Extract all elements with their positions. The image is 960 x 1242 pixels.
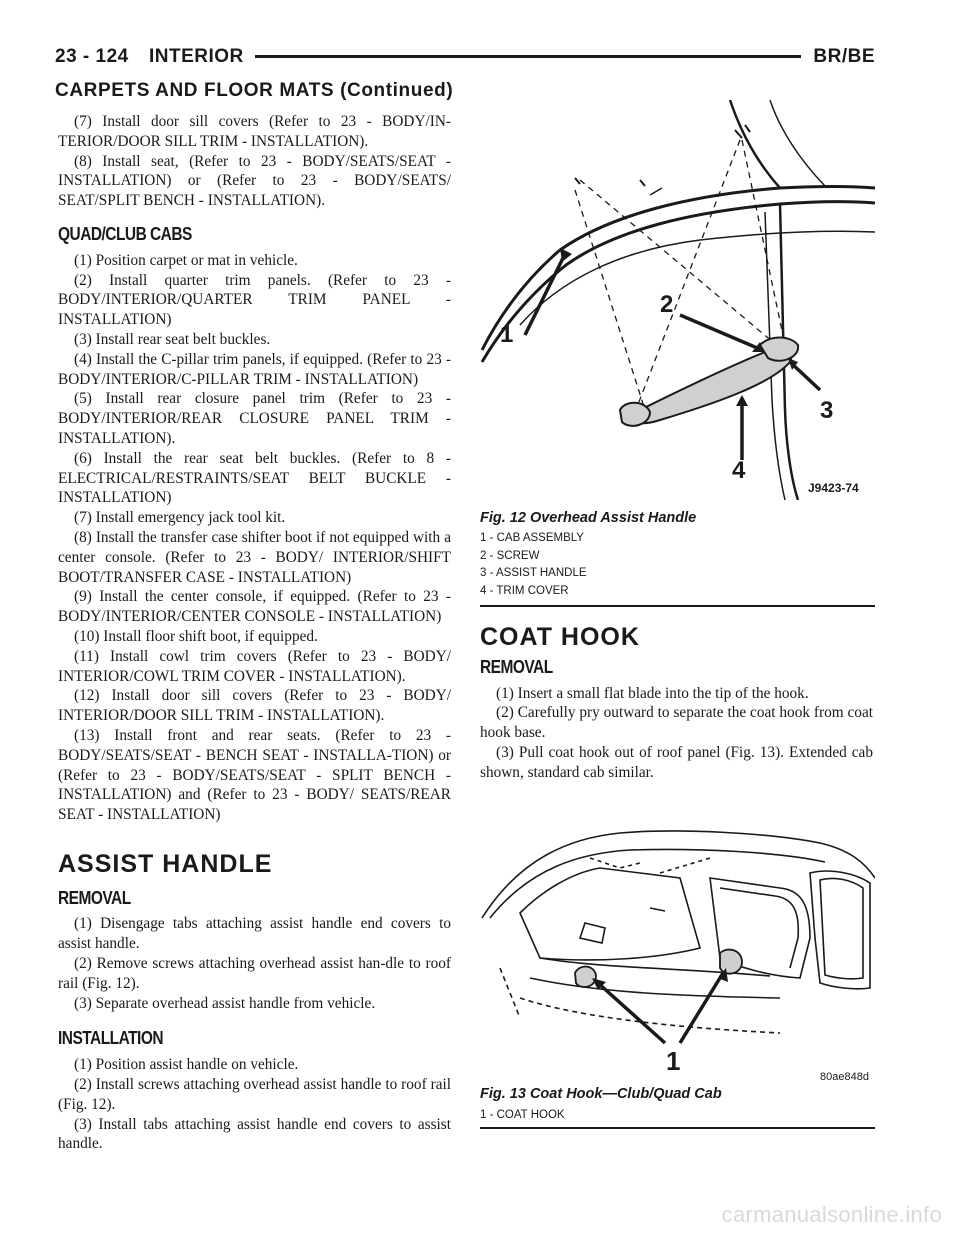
figure-caption: Fig. 13 Coat Hook—Club/Quad Cab bbox=[480, 1086, 722, 1102]
callout-1: 1 bbox=[500, 321, 514, 348]
step: (3) Install rear seat belt buckles. bbox=[74, 330, 271, 348]
step: (2) Remove screws attaching overhead assist han-dle to roof rail (Fig. 12). bbox=[58, 955, 451, 992]
callout-3: 3 bbox=[820, 397, 834, 424]
left-column bbox=[58, 112, 451, 1154]
step: (2) Install screws attaching overhead assist handle to roof rail (Fig. 12). bbox=[58, 1076, 451, 1113]
step: (5) Install rear closure panel trim (Refer to 23 - BODY/INTERIOR/REAR CLOSURE PANEL TRIM - INSTALLATION). bbox=[58, 390, 451, 447]
step: (1) Position carpet or mat in vehicle. bbox=[74, 251, 298, 269]
step: (10) Install floor shift boot, if equipped. bbox=[74, 627, 318, 645]
step: (1) Position assist handle on vehicle. bbox=[74, 1056, 299, 1074]
step: (1) Disengage tabs attaching assist handle end covers to assist handle. bbox=[58, 915, 451, 953]
leader-arrow bbox=[736, 395, 748, 406]
legend-item: 4 - TRIM COVER bbox=[480, 584, 569, 597]
step: (7) Install emergency jack tool kit. bbox=[74, 509, 286, 527]
leader-arrow bbox=[560, 248, 572, 262]
continued-heading: CARPETS AND FLOOR MATS (Continued) bbox=[55, 80, 454, 101]
coat-hook-title: COAT HOOK bbox=[480, 623, 640, 651]
figure-rule bbox=[480, 1127, 875, 1129]
step: (11) Install cowl trim covers (Refer to 23 - BODY/ INTERIOR/COWL TRIM COVER - INSTALLATION). bbox=[58, 647, 451, 685]
quad-club-heading: QUAD/CLUB CABS bbox=[58, 223, 192, 244]
legend-item: 1 - CAB ASSEMBLY bbox=[480, 532, 584, 544]
figure-legend bbox=[480, 1107, 565, 1125]
assist-handle-title: ASSIST HANDLE bbox=[58, 849, 273, 878]
figure-12 bbox=[480, 100, 875, 620]
callout-2: 2 bbox=[660, 291, 674, 318]
callout-4: 4 bbox=[732, 457, 746, 484]
step: (3) Install tabs attaching assist handle end covers to assist handle. bbox=[58, 1115, 451, 1153]
legend-item: 2 - SCREW bbox=[480, 549, 540, 562]
step: (8) Install the transfer case shifter boot if not equipped with a center console. (Refer to 23 - BODY/ INTERIOR/SHIFT BOOT/TRANSFER CASE - INSTALLATION) bbox=[58, 528, 451, 586]
coat-hook-illustration bbox=[480, 818, 875, 1083]
coat-hook-section bbox=[480, 623, 873, 783]
step: (13) Install front and rear seats. (Refer to 23 - BODY/SEATS/SEAT - BENCH SEAT - INSTALLA-TION) or (Refer to 23 - BODY/SEATS/SEAT - SPLIT BENCH - INSTALLATION) and (Refer to 23 - BODY/ SEATS/REAR SEAT - INSTALLATION) bbox=[58, 726, 451, 824]
overhead-assist-handle-illustration bbox=[480, 100, 875, 500]
figure-rule bbox=[480, 605, 875, 607]
coat-hook-removal-heading: REMOVAL bbox=[480, 656, 553, 677]
page-header bbox=[55, 44, 875, 72]
figure-13 bbox=[480, 818, 875, 1128]
paragraph: (7) Install door sill covers (Refer to 23 - BODY/IN-TERIOR/DOOR SILL TRIM - INSTALLATION). bbox=[58, 113, 451, 150]
step: (12) Install door sill covers (Refer to 23 - BODY/ INTERIOR/DOOR SILL TRIM - INSTALLATION). bbox=[58, 687, 451, 725]
step: (6) Install the rear seat belt buckles. (Refer to 8 - ELECTRICAL/RESTRAINTS/SEAT BELT BUCKLE - INSTALLATION) bbox=[58, 449, 451, 507]
figure-caption: Fig. 12 Overhead Assist Handle bbox=[480, 510, 697, 526]
step: (3) Pull coat hook out of roof panel (Fig. 13). Extended cab shown, standard cab similar. bbox=[480, 743, 873, 781]
page-number: 23 - 124 bbox=[55, 46, 129, 67]
step: (3) Separate overhead assist handle from vehicle. bbox=[74, 994, 376, 1012]
watermark: carmanualsonline.info bbox=[721, 1202, 942, 1227]
model-code: BR/BE bbox=[813, 46, 875, 67]
section-title: INTERIOR bbox=[149, 46, 244, 67]
step: (1) Insert a small flat blade into the tip of the hook. bbox=[496, 684, 809, 702]
legend-item: 3 - ASSIST HANDLE bbox=[480, 567, 587, 579]
figure-code: 80ae848d bbox=[820, 1071, 869, 1083]
legend-item: 1 - COAT HOOK bbox=[480, 1109, 565, 1121]
step: (2) Install quarter trim panels. (Refer to 23 - BODY/INTERIOR/QUARTER TRIM PANEL - INSTALLATION) bbox=[58, 271, 451, 329]
figure-legend bbox=[480, 530, 587, 600]
header-rule bbox=[255, 55, 801, 58]
step: (4) Install the C-pillar trim panels, if equipped. (Refer to 23 - BODY/INTERIOR/C-PILLAR TRIM - INSTALLATION) bbox=[58, 350, 451, 388]
figure-code: J9423-74 bbox=[808, 481, 859, 495]
step: (2) Carefully pry outward to separate the coat hook from coat hook base. bbox=[480, 704, 873, 742]
callout-1: 1 bbox=[666, 1046, 681, 1076]
paragraph: (8) Install seat, (Refer to 23 - BODY/SEATS/SEAT - INSTALLATION) or (Refer to 23 - BODY/SEATS/ SEAT/SPLIT BENCH - INSTALLATION). bbox=[58, 152, 451, 210]
removal-heading: REMOVAL bbox=[58, 887, 131, 908]
step: (9) Install the center console, if equipped. (Refer to 23 - BODY/INTERIOR/CENTER CONSOLE - INSTALLATION) bbox=[58, 588, 451, 626]
installation-heading: INSTALLATION bbox=[58, 1028, 164, 1049]
